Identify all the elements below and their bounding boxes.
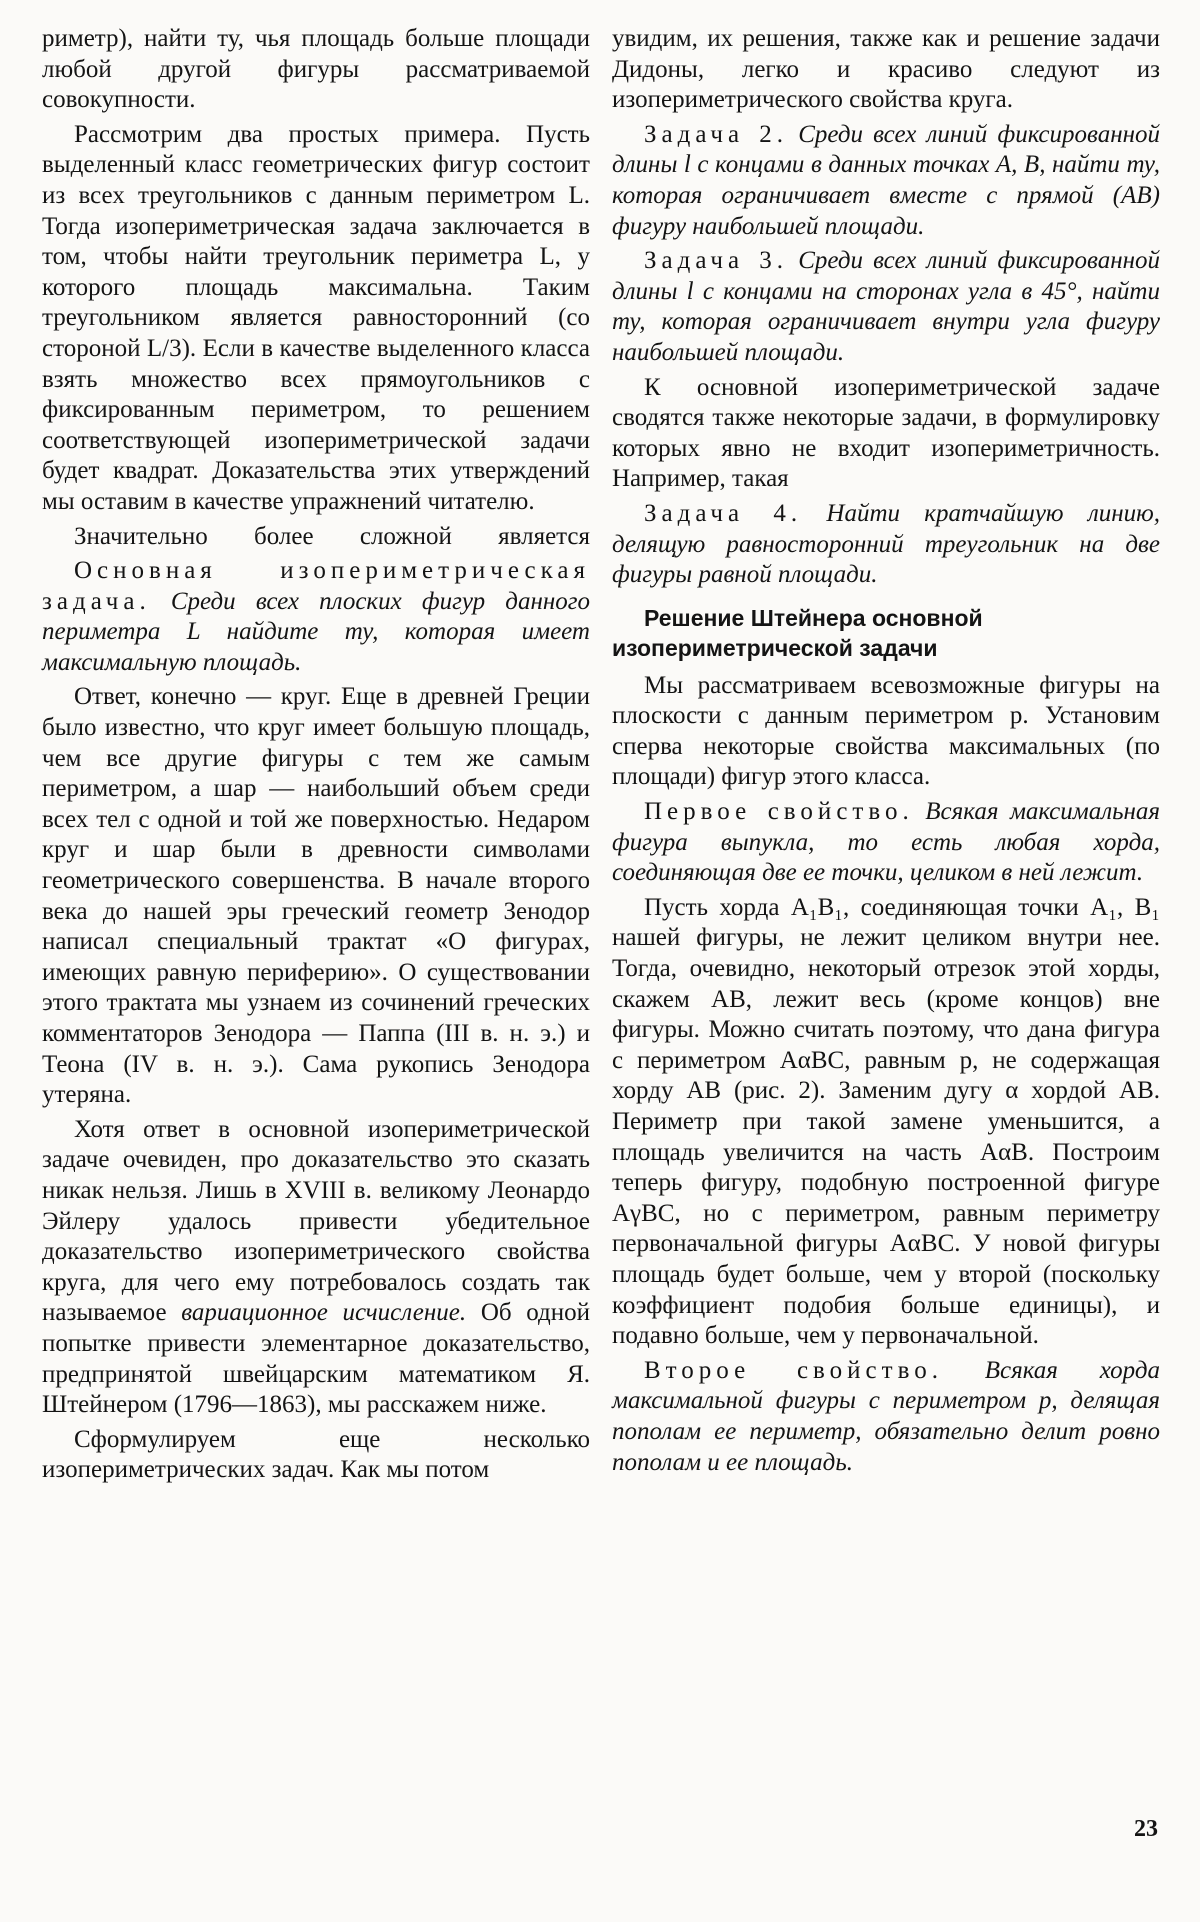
paragraph-proof-1: Пусть хорда A₁B₁, соединяющая точки A₁, B₁ нашей фигуры, не лежит целиком внутри нее. Тогда, очевидно, некоторый отрезок этой хорды, скажем AB, лежит весь (кроме концов) вне фигуры. Можно считать поэтому, что дана фигура с периметром AαBC, равным p, не содержащая хорду AB (рис. 2). Заменим дугу α хордой AB. Периметр при такой замене уменьшится, а площадь увеличится на часть AαB. Построим теперь фигуру, подобную построенной фигуре AγBC, но с периметром, равным периметру первоначальной фигуры AαBC. У новой фигуры площадь будет больше, чем у второй (поскольку коэффициент подобия больше единицы), и подавно больше, чем у первоначальной. [612, 893, 1160, 1350]
paragraph-properties-intro: Мы рассматриваем всевозможные фигуры на плоскости с данным периметром p. Установим сперва некоторые свойства максимальных (по площади) фигур этого класса. [612, 671, 1160, 791]
task-3-label: Задача 3. [644, 247, 789, 275]
task-3 [612, 246, 1160, 368]
property-1-label: Первое свойство. [644, 798, 914, 826]
main-task [42, 556, 590, 678]
page-number: 23 [1134, 1816, 1158, 1842]
main-task-text: Среди всех плоских фигур данного периметра L найдите ту, которая имеет максимальную площадь. [42, 587, 591, 676]
paragraph-answer-circle: Ответ, конечно — круг. Еще в древней Греции было известно, что круг имеет большую площадь, чем все другие фигуры с тем же самым периметром, а шар — наибольший объем среди всех тел с одной и той же поверхностью. Недаром круг и шар были в древности символами геометрического совершенства. В начале второго века до нашей эры греческий геометр Зенодор написал специальный трактат «О фигурах, имеющих равную периферию». О существовании этого трактата мы узнаем из сочинений греческих комментаторов Зенодора — Паппа (III в. н. э.) и Теона (IV в. н. э.). Сама рукопись Зенодора утеряна. [42, 683, 590, 1109]
paragraph-two-examples: Рассмотрим два простых примера. Пусть выделенный класс геометрических фигур состоит из всех треугольников с данным периметром L. Тогда изопериметрическая задача заключается в том, чтобы найти треугольник периметра L, у которого площадь максимальна. Таким треугольником является равносторонний (со стороной L/3). Если в качестве выделенного класса взять множество всех прямоугольников с фиксированным периметром, то решением соответствующей изопериметрической задачи будет квадрат. Доказательства этих утверждений мы оставим в качестве упражнений читателю. [42, 120, 590, 515]
right-column [612, 24, 1160, 1482]
property-2-text: Всякая хорда максимальной фигуры с периметром p, делящая пополам ее периметр, обязательно делит ровно пополам и ее площадь. [612, 1356, 1160, 1476]
task-3-text: Среди всех линий фиксированной длины l с концами на сторонах угла в 45°, найти ту, которая ограничивает внутри угла фигуру наибольшей площади. [612, 247, 1161, 366]
paragraph-more-tasks: Сформулируем еще несколько изопериметрических задач. Как мы потом [42, 1425, 590, 1484]
property-1 [612, 797, 1160, 889]
paragraph-continuation: риметр), найти ту, чья площадь больше площади любой другой фигуры рассматриваемой совокупности. [42, 25, 590, 114]
task-4-label: Задача 4. [644, 499, 803, 527]
task-4 [612, 499, 1160, 591]
paragraph-more-complex: Значительно более сложной является [74, 522, 590, 550]
paragraph-euler [42, 1115, 590, 1421]
property-2-label: Второе свойство. [644, 1356, 943, 1384]
left-column [42, 24, 590, 1490]
task-4-text: Найти кратчайшую линию, делящую равносторонний треугольник на две фигуры равной площади. [612, 499, 1161, 589]
euler-text-before: Хотя ответ в основной изопериметрической задаче очевиден, про доказательство это сказать никак нельзя. Лишь в XVIII в. великому Леонардо Эйлеру удалось привести убедительное доказательство изопериметрического свойства круга, для чего ему потребовалось создать так называемое [42, 1115, 590, 1327]
property-1-text: Всякая максимальная фигура выпукла, то есть любая хорда, соединяющая две ее точки, целиком в ней лежит. [612, 798, 1161, 887]
task-2-label: Задача 2. [644, 120, 789, 148]
section-heading: Решение Штейнера основной изопериметрической задачи [612, 604, 983, 661]
euler-text-after: Об одной попытке привести элементарное доказательство, предпринятой швейцарским математиком Я. Штейнером (1796—1863), мы расскажем ниже. [42, 1299, 591, 1419]
paragraph-reduction: К основной изопериметрической задаче сводятся также некоторые задачи, в формулировку которых явно не входит изопериметричность. Например, такая [612, 373, 1160, 493]
paragraph-dido: увидим, их решения, также как и решение задачи Дидоны, легко и красиво следуют из изопериметрического свойства круга. [612, 25, 1160, 114]
main-task-label: Основная изопериметрическая задача. [42, 557, 590, 615]
task-2-text: Среди всех линий фиксированной длины l с концами в данных точках A, B, найти ту, которая ограничивает вместе с прямой (AB) фигуру наибольшей площади. [612, 120, 1161, 240]
variational-calculus-term: вариационное исчисление. [181, 1299, 467, 1327]
task-2 [612, 120, 1160, 242]
property-2 [612, 1356, 1160, 1478]
